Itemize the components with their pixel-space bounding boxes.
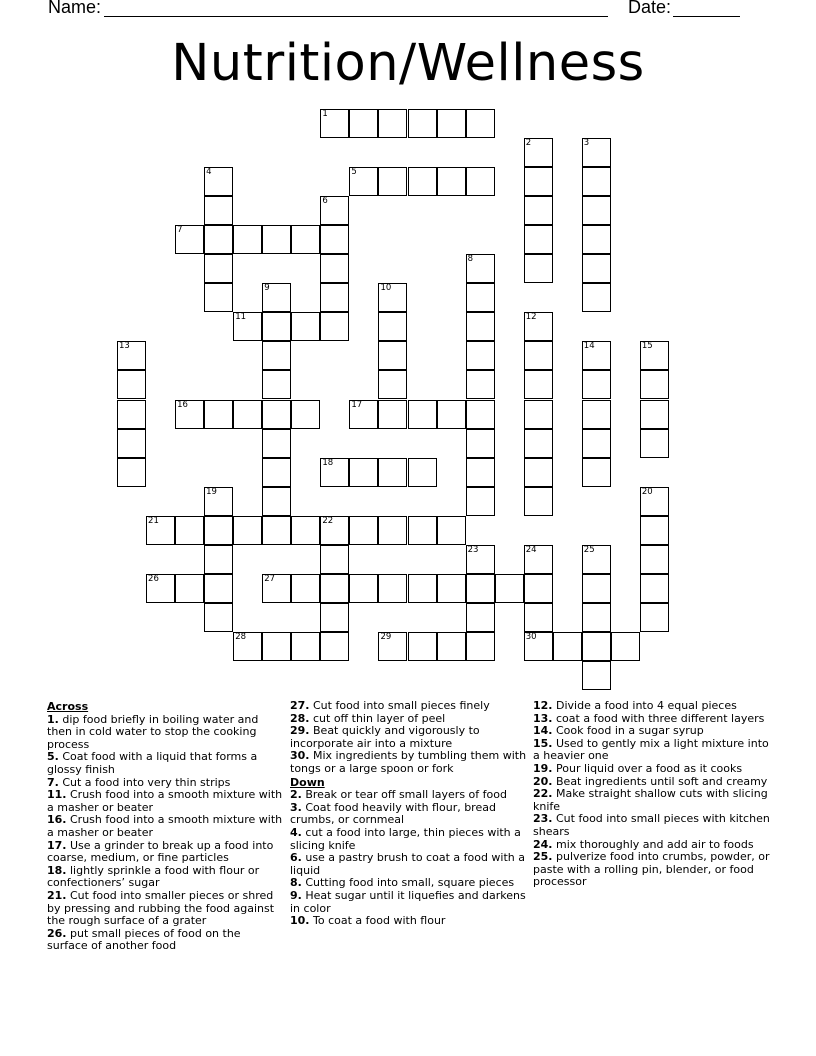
clue-item	[533, 738, 770, 763]
clue-item	[47, 928, 284, 953]
grid-cell[interactable]	[204, 574, 233, 603]
grid-cell[interactable]	[466, 632, 495, 661]
grid-cell[interactable]	[378, 283, 407, 312]
grid-cell[interactable]	[640, 341, 669, 370]
cell-number: 10	[380, 283, 392, 294]
down-clue-list	[290, 789, 527, 928]
grid-cell[interactable]	[466, 400, 495, 429]
clue-number: 11.	[47, 788, 67, 802]
grid-cell[interactable]	[524, 487, 553, 516]
grid-cell[interactable]	[320, 109, 349, 138]
cell-number: 20	[641, 486, 653, 497]
clue-number: 19.	[533, 761, 553, 775]
grid-cell[interactable]	[524, 429, 553, 458]
cell-number: 25	[583, 544, 595, 555]
grid-cell[interactable]	[582, 603, 611, 632]
grid-cell[interactable]	[291, 516, 320, 545]
grid-cell[interactable]	[640, 400, 669, 429]
grid-cell[interactable]	[466, 458, 495, 487]
clue-text: Crush food into a smooth mixture with a masher or beater	[47, 813, 283, 839]
across-heading: Across	[47, 700, 89, 713]
date-label: Date:	[628, 0, 672, 17]
grid-cell[interactable]	[466, 312, 495, 341]
page-title: Nutrition/Wellness	[171, 34, 645, 93]
grid-cell[interactable]	[640, 545, 669, 574]
clue-number: 6.	[290, 851, 302, 865]
grid-cell[interactable]	[233, 312, 262, 341]
cell-number: 8	[467, 254, 474, 265]
grid-cell[interactable]	[378, 400, 407, 429]
clue-number: 17.	[47, 838, 67, 852]
grid-cell[interactable]	[204, 603, 233, 632]
grid-cell[interactable]	[175, 574, 204, 603]
clue-number: 21.	[47, 888, 67, 902]
clue-number: 12.	[533, 699, 553, 712]
grid-cell[interactable]	[349, 574, 378, 603]
clue-item	[533, 788, 770, 813]
grid-cell[interactable]	[262, 370, 291, 399]
cell-number: 15	[641, 341, 653, 352]
cell-number: 30	[525, 631, 537, 642]
grid-cell[interactable]	[349, 458, 378, 487]
grid-cell[interactable]	[291, 225, 320, 254]
clue-text: Use a grinder to break up a food into coarse, medium, or fine particles	[47, 838, 274, 865]
grid-cell[interactable]	[291, 632, 320, 661]
grid-cell[interactable]	[582, 574, 611, 603]
cell-number: 21	[148, 515, 159, 526]
across-clue-list-continued	[290, 700, 527, 776]
grid-cell[interactable]	[466, 254, 495, 283]
grid-cell[interactable]	[640, 487, 669, 516]
cell-number: 7	[177, 225, 183, 236]
grid-cell[interactable]	[262, 429, 291, 458]
clue-text: Mix ingredients by tumbling them with tongs or a large spoon or fork	[290, 749, 527, 775]
cell-number: 3	[583, 138, 590, 149]
grid-cell[interactable]	[437, 167, 466, 196]
grid-cell[interactable]	[466, 487, 495, 516]
grid-cell[interactable]	[117, 458, 146, 487]
grid-cell[interactable]	[437, 109, 466, 138]
clue-text: Pour liquid over a food as it cooks	[556, 761, 743, 775]
clue-number: 23.	[533, 812, 553, 826]
clue-number: 3.	[290, 800, 302, 814]
clue-number: 25.	[533, 850, 553, 864]
clue-item	[47, 751, 284, 776]
clue-text: Break or tear off small layers of food	[305, 788, 507, 802]
grid-cell[interactable]	[582, 545, 611, 574]
grid-cell[interactable]	[320, 225, 349, 254]
grid-cell[interactable]	[117, 370, 146, 399]
grid-cell[interactable]	[611, 632, 640, 661]
grid-cell[interactable]	[320, 254, 349, 283]
grid-cell[interactable]	[524, 574, 553, 603]
cell-number: 11	[235, 312, 247, 323]
clue-number: 20.	[533, 774, 553, 788]
grid-cell[interactable]	[466, 574, 495, 603]
grid-cell[interactable]	[466, 341, 495, 370]
clue-item	[47, 789, 284, 814]
grid-cell[interactable]	[204, 516, 233, 545]
clue-text: cut off thin layer of peel	[313, 711, 446, 725]
grid-cell[interactable]	[553, 632, 582, 661]
grid-cell[interactable]	[582, 283, 611, 312]
cell-number: 24	[525, 544, 537, 555]
grid-cell[interactable]	[320, 312, 349, 341]
grid-cell[interactable]	[262, 574, 291, 603]
cell-number: 4	[206, 167, 212, 178]
clue-item	[290, 725, 527, 750]
cell-number: 2	[525, 138, 532, 149]
clue-number: 22.	[533, 787, 553, 801]
grid-cell[interactable]	[117, 429, 146, 458]
cell-number: 5	[351, 167, 357, 178]
grid-cell[interactable]	[320, 574, 349, 603]
cell-number: 26	[148, 573, 159, 584]
clue-text: Coat food with a liquid that forms a glossy finish	[47, 750, 258, 776]
grid-cell[interactable]	[291, 312, 320, 341]
grid-cell[interactable]	[320, 196, 349, 225]
clue-item	[47, 840, 284, 865]
grid-cell[interactable]	[640, 603, 669, 632]
grid-cell[interactable]	[466, 429, 495, 458]
clue-text: Cut food into small pieces with kitchen shears	[533, 812, 770, 838]
grid-cell[interactable]	[378, 109, 407, 138]
grid-cell[interactable]	[524, 312, 553, 341]
across-clue-list	[47, 714, 284, 953]
grid-cell[interactable]	[466, 545, 495, 574]
grid-cell[interactable]	[466, 283, 495, 312]
clue-number: 27.	[290, 699, 310, 712]
grid-cell[interactable]	[378, 370, 407, 399]
clue-item	[533, 813, 770, 838]
clue-number: 24.	[533, 837, 553, 851]
clue-text: pulverize food into crumbs, powder, or paste with a rolling pin, blender, or food processor	[533, 850, 770, 889]
grid-cell[interactable]	[582, 167, 611, 196]
grid-cell[interactable]	[582, 458, 611, 487]
grid-cell[interactable]	[349, 400, 378, 429]
clue-number: 4.	[290, 825, 302, 839]
grid-cell[interactable]	[466, 603, 495, 632]
grid-cell[interactable]	[524, 138, 553, 167]
clue-number: 28.	[290, 711, 310, 725]
grid-cell[interactable]	[437, 516, 466, 545]
cell-number: 12	[525, 312, 537, 323]
clue-item	[47, 890, 284, 928]
grid-cell[interactable]	[582, 370, 611, 399]
grid-cell[interactable]	[233, 632, 262, 661]
grid-cell[interactable]	[582, 254, 611, 283]
clue-text: Used to gently mix a light mixture into a heavier one	[533, 736, 769, 763]
cell-number: 1	[322, 109, 328, 119]
grid-cell[interactable]	[640, 516, 669, 545]
grid-cell[interactable]	[146, 574, 175, 603]
clue-text: Beat quickly and vigorously to incorporate air into a mixture	[290, 724, 480, 750]
clue-number: 10.	[290, 914, 310, 928]
grid-cell[interactable]	[524, 458, 553, 487]
grid-cell[interactable]	[582, 400, 611, 429]
grid-cell[interactable]	[378, 632, 407, 661]
grid-cell[interactable]	[408, 109, 437, 138]
grid-cell[interactable]	[262, 400, 291, 429]
clue-number: 30.	[290, 749, 310, 763]
grid-cell[interactable]	[262, 225, 291, 254]
grid-cell[interactable]	[582, 196, 611, 225]
grid-cell[interactable]	[117, 341, 146, 370]
grid-cell[interactable]	[349, 109, 378, 138]
clue-number: 16.	[47, 813, 67, 827]
cell-number: 28	[235, 631, 247, 642]
clue-item	[47, 714, 284, 752]
grid-cell[interactable]	[320, 516, 349, 545]
grid-cell[interactable]	[262, 312, 291, 341]
grid-cell[interactable]	[320, 603, 349, 632]
grid-cell[interactable]	[262, 283, 291, 312]
clue-text: To coat a food with flour	[313, 914, 446, 928]
clue-column-2	[290, 700, 527, 928]
cell-number: 16	[177, 399, 188, 410]
clue-text: put small pieces of food on the surface of another food	[47, 926, 241, 953]
clue-text: Beat ingredients until soft and creamy	[556, 774, 768, 788]
grid-cell[interactable]	[408, 632, 437, 661]
clue-number: 7.	[47, 775, 59, 789]
grid-cell[interactable]	[408, 516, 437, 545]
clue-text: Cook food in a sugar syrup	[556, 724, 704, 738]
clue-number: 1.	[47, 712, 59, 726]
grid-cell[interactable]	[233, 225, 262, 254]
clue-number: 29.	[290, 724, 310, 738]
cell-number: 19	[206, 486, 217, 497]
grid-cell[interactable]	[524, 196, 553, 225]
cell-number: 14	[583, 341, 595, 352]
grid-cell[interactable]	[204, 545, 233, 574]
cell-number: 22	[322, 515, 334, 526]
grid-cell[interactable]	[378, 574, 407, 603]
clue-text: cut a food into large, thin pieces with a slicing knife	[290, 825, 521, 852]
clue-item	[47, 814, 284, 839]
grid-cell[interactable]	[378, 341, 407, 370]
clue-text: coat a food with three different layers	[556, 711, 765, 725]
grid-cell[interactable]	[204, 487, 233, 516]
grid-cell[interactable]	[146, 516, 175, 545]
clue-number: 9.	[290, 888, 302, 902]
grid-cell[interactable]	[437, 574, 466, 603]
grid-cell[interactable]	[524, 400, 553, 429]
clue-text: Make straight shallow cuts with slicing knife	[533, 787, 768, 813]
grid-cell[interactable]	[262, 458, 291, 487]
clue-item	[533, 851, 770, 889]
grid-cell[interactable]	[175, 225, 204, 254]
down-clue-list-continued	[533, 700, 770, 889]
grid-cell[interactable]	[204, 167, 233, 196]
clue-number: 14.	[533, 724, 553, 738]
grid-cell[interactable]	[408, 458, 437, 487]
grid-cell[interactable]	[262, 516, 291, 545]
grid-cell[interactable]	[262, 632, 291, 661]
grid-cell[interactable]	[437, 632, 466, 661]
grid-cell[interactable]	[437, 400, 466, 429]
clue-item	[290, 802, 527, 827]
grid-cell[interactable]	[262, 487, 291, 516]
cell-number: 23	[467, 544, 479, 555]
grid-cell[interactable]	[524, 632, 553, 661]
grid-cell[interactable]	[291, 574, 320, 603]
cell-number: 9	[264, 283, 270, 294]
grid-cell[interactable]	[524, 254, 553, 283]
grid-cell[interactable]	[378, 516, 407, 545]
grid-cell[interactable]	[378, 458, 407, 487]
clue-text: Coat food heavily with flour, bread crumbs, or cornmeal	[290, 800, 496, 827]
clue-text: Cut food into small pieces finely	[313, 699, 490, 712]
grid-cell[interactable]	[524, 603, 553, 632]
grid-cell[interactable]	[582, 632, 611, 661]
grid-cell[interactable]	[524, 341, 553, 370]
clue-number: 18.	[47, 863, 67, 877]
grid-cell[interactable]	[524, 370, 553, 399]
cell-number: 17	[351, 399, 363, 410]
grid-cell[interactable]	[466, 167, 495, 196]
grid-cell[interactable]	[233, 516, 262, 545]
grid-cell[interactable]	[262, 341, 291, 370]
clue-item	[290, 890, 527, 915]
grid-cell[interactable]	[495, 574, 524, 603]
grid-cell[interactable]	[466, 109, 495, 138]
grid-cell[interactable]	[582, 661, 611, 690]
clue-text: mix thoroughly and add air to foods	[556, 837, 754, 851]
grid-cell[interactable]	[640, 370, 669, 399]
grid-cell[interactable]	[233, 400, 262, 429]
grid-cell[interactable]	[582, 429, 611, 458]
clue-text: use a pastry brush to coat a food with a liquid	[290, 851, 526, 877]
grid-cell[interactable]	[524, 225, 553, 254]
grid-cell[interactable]	[175, 400, 204, 429]
grid-cell[interactable]	[349, 167, 378, 196]
grid-cell[interactable]	[349, 516, 378, 545]
grid-cell[interactable]	[291, 400, 320, 429]
grid-cell[interactable]	[320, 632, 349, 661]
grid-cell[interactable]	[466, 370, 495, 399]
clue-number: 15.	[533, 736, 553, 750]
grid-cell[interactable]	[378, 167, 407, 196]
cell-number: 27	[264, 573, 276, 584]
grid-cell[interactable]	[408, 400, 437, 429]
grid-cell[interactable]	[378, 312, 407, 341]
grid-cell[interactable]	[408, 167, 437, 196]
cell-number: 13	[119, 341, 130, 352]
grid-cell[interactable]	[320, 545, 349, 574]
clue-column-3	[533, 700, 770, 889]
grid-cell[interactable]	[204, 196, 233, 225]
down-heading: Down	[290, 775, 325, 789]
clue-text: dip food briefly in boiling water and then in cold water to stop the cooking process	[47, 712, 259, 751]
clue-item	[290, 915, 527, 928]
clue-text: Cut food into smaller pieces or shred by pressing and rubbing the food against the rough surface of a grater	[47, 888, 275, 928]
grid-cell[interactable]	[408, 574, 437, 603]
grid-cell[interactable]	[640, 574, 669, 603]
clue-item	[290, 852, 527, 877]
grid-cell[interactable]	[524, 545, 553, 574]
clue-item	[290, 827, 527, 852]
clue-text: Divide a food into 4 equal pieces	[556, 699, 737, 712]
grid-cell[interactable]	[204, 225, 233, 254]
grid-cell[interactable]	[175, 516, 204, 545]
grid-cell[interactable]	[204, 254, 233, 283]
cell-number: 18	[322, 457, 334, 468]
clue-number: 2.	[290, 788, 302, 802]
clue-number: 8.	[290, 876, 302, 890]
clue-text: Cut a food into very thin strips	[62, 775, 231, 789]
clue-number: 13.	[533, 711, 553, 725]
name-label: Name:	[48, 0, 102, 17]
clue-text: lightly sprinkle a food with flour or confectioners’ sugar	[47, 863, 260, 890]
grid-cell[interactable]	[320, 458, 349, 487]
grid-cell[interactable]	[204, 283, 233, 312]
grid-cell[interactable]	[582, 225, 611, 254]
grid-cell[interactable]	[204, 400, 233, 429]
clue-item	[47, 865, 284, 890]
cell-number: 6	[322, 196, 328, 207]
clue-text: Cutting food into small, square pieces	[305, 876, 515, 890]
clue-item	[290, 750, 527, 775]
grid-cell[interactable]	[582, 341, 611, 370]
grid-cell[interactable]	[582, 138, 611, 167]
grid-cell[interactable]	[524, 167, 553, 196]
clue-number: 5.	[47, 750, 59, 764]
grid-cell[interactable]	[640, 429, 669, 458]
clue-number: 26.	[47, 926, 67, 940]
clue-text: Crush food into a smooth mixture with a masher or beater	[47, 788, 283, 814]
grid-cell[interactable]	[117, 400, 146, 429]
grid-cell[interactable]	[320, 283, 349, 312]
clue-text: Heat sugar until it liquefies and darkens in color	[290, 888, 526, 915]
cell-number: 29	[380, 631, 392, 642]
clue-column-1	[47, 700, 284, 953]
